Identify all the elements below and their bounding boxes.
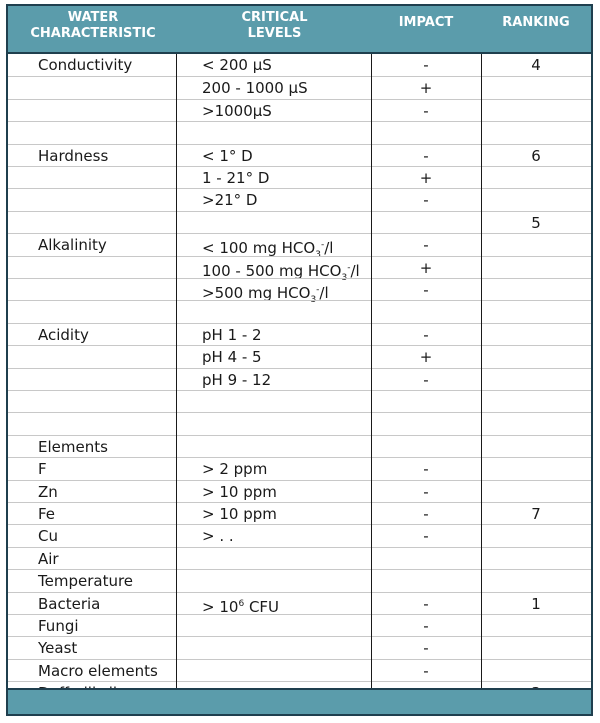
impact-cell: - bbox=[423, 370, 429, 389]
header-critical-levels: CRITICAL LEVELS bbox=[241, 10, 308, 41]
table-row bbox=[8, 502, 591, 524]
critical-level-cell: pH 4 - 5 bbox=[202, 348, 262, 367]
critical-level-cell: > 2 ppm bbox=[202, 460, 268, 479]
table-row bbox=[8, 435, 591, 457]
water-characteristic-cell: Yeast bbox=[38, 639, 78, 658]
ranking-cell: 1 bbox=[531, 594, 541, 613]
table-row bbox=[8, 323, 591, 345]
table-row bbox=[8, 144, 591, 166]
table-row bbox=[8, 99, 591, 121]
ranking-cell: 6 bbox=[531, 146, 541, 165]
table-header bbox=[8, 6, 591, 54]
water-characteristic-cell: Cu bbox=[38, 527, 58, 546]
impact-cell: - bbox=[423, 505, 429, 523]
table-row bbox=[8, 592, 591, 614]
water-characteristic-cell: Hardness bbox=[38, 146, 109, 165]
ranking-cell bbox=[481, 122, 591, 144]
table-row bbox=[8, 76, 591, 98]
ranking-cell bbox=[481, 436, 591, 458]
ranking-cell bbox=[481, 167, 591, 189]
ranking-cell bbox=[481, 77, 591, 99]
critical-level-cell: < 200 µS bbox=[202, 56, 272, 74]
water-characteristic-cell: Air bbox=[38, 549, 59, 568]
impact-cell: - bbox=[423, 236, 429, 255]
column-divider bbox=[481, 54, 482, 694]
impact-cell: - bbox=[423, 661, 429, 680]
header-water-characteristic: WATER CHARACTERISTIC bbox=[30, 10, 156, 41]
impact-cell: - bbox=[423, 146, 429, 165]
critical-level-cell: > . . bbox=[202, 527, 234, 546]
ranking-cell bbox=[481, 279, 591, 301]
water-characteristic-cell: Conductivity bbox=[38, 56, 133, 74]
water-characteristic-cell: Elements bbox=[38, 437, 108, 456]
table-row bbox=[8, 569, 591, 591]
table-row bbox=[8, 524, 591, 546]
impact-cell: - bbox=[423, 594, 429, 613]
critical-level-cell: >21° D bbox=[202, 191, 258, 210]
table-row bbox=[8, 345, 591, 367]
impact-cell bbox=[371, 570, 481, 592]
water-characteristics-table bbox=[6, 4, 593, 716]
critical-level-cell: >1000µS bbox=[202, 101, 272, 120]
ranking-cell bbox=[481, 301, 591, 323]
table-row bbox=[8, 368, 591, 390]
critical-level-cell: < 1° D bbox=[202, 146, 253, 165]
impact-cell bbox=[371, 122, 481, 144]
impact-cell bbox=[371, 548, 481, 570]
ranking-cell bbox=[481, 324, 591, 346]
impact-cell: - bbox=[423, 56, 429, 74]
table-row bbox=[8, 300, 591, 322]
impact-cell: + bbox=[419, 348, 433, 367]
ranking-cell bbox=[481, 369, 591, 391]
impact-cell bbox=[371, 212, 481, 234]
critical-level-cell: pH 1 - 2 bbox=[202, 325, 262, 344]
water-characteristic-cell: Zn bbox=[38, 482, 58, 501]
water-characteristic-cell: F bbox=[38, 460, 47, 479]
critical-level-cell: > $10^6$ CFU bbox=[202, 597, 280, 616]
ranking-cell bbox=[481, 570, 591, 592]
table-row bbox=[8, 54, 591, 76]
table-footer-bar bbox=[8, 688, 591, 714]
table-row bbox=[8, 480, 591, 502]
table-row bbox=[8, 278, 591, 305]
header-ranking: RANKING bbox=[502, 15, 570, 30]
impact-cell: - bbox=[423, 482, 429, 501]
ranking-cell bbox=[481, 391, 591, 413]
impact-cell: - bbox=[423, 281, 429, 299]
critical-level-cell: > 10 ppm bbox=[202, 505, 277, 523]
header-impact: IMPACT bbox=[398, 15, 454, 30]
water-characteristic-cell: Temperature bbox=[38, 572, 134, 591]
impact-cell: - bbox=[423, 527, 429, 546]
impact-cell: - bbox=[423, 101, 429, 120]
table-row bbox=[8, 614, 591, 636]
water-characteristic-cell: Fe bbox=[38, 505, 56, 523]
table-row bbox=[8, 166, 591, 188]
ranking-cell bbox=[481, 637, 591, 659]
ranking-cell bbox=[481, 525, 591, 547]
ranking-cell: 4 bbox=[531, 56, 541, 74]
table-row bbox=[8, 121, 591, 143]
impact-cell: - bbox=[423, 639, 429, 658]
impact-cell: + bbox=[419, 258, 433, 277]
impact-cell bbox=[371, 391, 481, 413]
ranking-cell bbox=[481, 413, 591, 435]
critical-level-cell: >500 mg $HCO_3^-/l$ bbox=[202, 284, 329, 305]
column-divider bbox=[176, 54, 177, 694]
table-row bbox=[8, 547, 591, 569]
table-row bbox=[8, 659, 591, 681]
water-characteristic-cell: Alkalinity bbox=[38, 236, 107, 255]
impact-cell: - bbox=[423, 191, 429, 210]
table-row bbox=[8, 636, 591, 658]
ranking-cell bbox=[481, 481, 591, 503]
impact-cell: + bbox=[419, 79, 433, 98]
critical-level-cell: 1 - 21° D bbox=[202, 169, 270, 187]
ranking-cell bbox=[481, 189, 591, 211]
critical-level-cell: < 100 mg $HCO_3^-/l$ bbox=[202, 239, 334, 261]
critical-level-cell: 200 - 1000 µS bbox=[202, 79, 308, 98]
table-row bbox=[8, 256, 591, 283]
ranking-cell bbox=[481, 234, 591, 256]
impact-cell: - bbox=[423, 460, 429, 479]
ranking-cell: 7 bbox=[531, 505, 541, 523]
table-row bbox=[8, 457, 591, 479]
table-row bbox=[8, 233, 591, 261]
critical-level-cell: > 10 ppm bbox=[202, 482, 277, 501]
water-characteristic-cell: Macro elements bbox=[38, 661, 158, 680]
impact-cell: + bbox=[419, 169, 433, 187]
ranking-cell bbox=[481, 548, 591, 570]
ranking-cell bbox=[481, 458, 591, 480]
table-row bbox=[8, 412, 591, 434]
ranking-cell bbox=[481, 257, 591, 279]
water-characteristic-cell: Bacteria bbox=[38, 594, 101, 613]
table-row bbox=[8, 211, 591, 233]
ranking-cell bbox=[481, 660, 591, 682]
table-row bbox=[8, 188, 591, 210]
water-characteristic-cell: Fungi bbox=[38, 617, 79, 635]
impact-cell: - bbox=[423, 617, 429, 635]
critical-level-cell: pH 9 - 12 bbox=[202, 370, 272, 389]
ranking-cell: 5 bbox=[531, 213, 541, 232]
ranking-cell bbox=[481, 346, 591, 368]
impact-cell bbox=[371, 436, 481, 458]
column-divider bbox=[371, 54, 372, 694]
critical-level-cell: 100 - 500 mg $HCO_3^-/l$ bbox=[202, 261, 360, 283]
impact-cell bbox=[371, 413, 481, 435]
impact-cell: - bbox=[423, 325, 429, 344]
impact-cell bbox=[371, 301, 481, 323]
ranking-cell bbox=[481, 615, 591, 637]
water-characteristic-cell: Acidity bbox=[38, 325, 89, 344]
table-row bbox=[8, 390, 591, 412]
ranking-cell bbox=[481, 100, 591, 122]
